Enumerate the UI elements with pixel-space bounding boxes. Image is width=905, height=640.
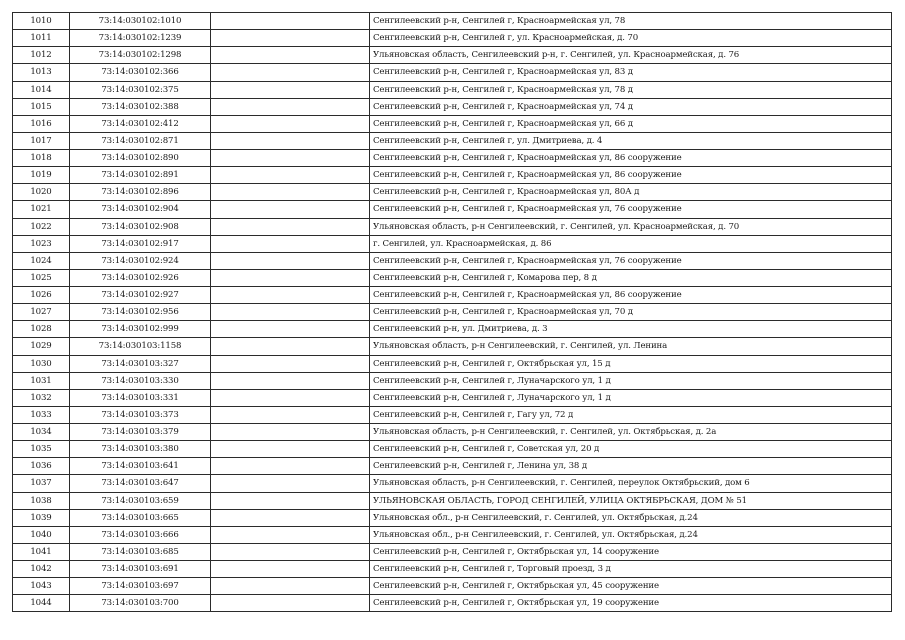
address-cell: Ульяновская область, р-н Сенгилеевский, г. Сенгилей, ул. Красноармейская, д. 70 xyxy=(370,218,892,235)
cadastral-number-cell: 73:14:030102:926 xyxy=(70,269,211,286)
address-cell: Сенгилеевский р-н, Сенгилей г, Октябрьская ул, 15 д xyxy=(370,355,892,372)
empty-cell xyxy=(211,441,370,458)
empty-cell xyxy=(211,98,370,115)
cadastral-number-cell: 73:14:030102:896 xyxy=(70,184,211,201)
address-cell: Сенгилеевский р-н, Сенгилей г, Советская ул, 20 д xyxy=(370,441,892,458)
address-cell: Сенгилеевский р-н, Сенгилей г, Красноармейская ул, 78 д xyxy=(370,81,892,98)
cadastral-number-cell: 73:14:030103:647 xyxy=(70,475,211,492)
address-cell: Сенгилеевский р-н, Сенгилей г, Красноармейская ул, 86 сооружение xyxy=(370,167,892,184)
cadastral-number-cell: 73:14:030103:666 xyxy=(70,526,211,543)
table-row xyxy=(13,526,892,543)
table-row xyxy=(13,47,892,64)
address-cell: Сенгилеевский р-н, Сенгилей г, Комарова пер, 8 д xyxy=(370,269,892,286)
empty-cell xyxy=(211,81,370,98)
cadastral-number-cell: 73:14:030103:659 xyxy=(70,492,211,509)
row-number-cell: 1020 xyxy=(13,184,70,201)
address-cell: Ульяновская область, Сенгилеевский р-н, г. Сенгилей, ул. Красноармейская, д. 76 xyxy=(370,47,892,64)
cadastral-number-cell: 73:14:030102:871 xyxy=(70,132,211,149)
table-row xyxy=(13,372,892,389)
row-number-cell: 1031 xyxy=(13,372,70,389)
cadastral-number-cell: 73:14:030103:697 xyxy=(70,578,211,595)
empty-cell xyxy=(211,509,370,526)
cadastral-number-cell: 73:14:030103:641 xyxy=(70,458,211,475)
row-number-cell: 1029 xyxy=(13,338,70,355)
table-row xyxy=(13,458,892,475)
table-row xyxy=(13,269,892,286)
table-row xyxy=(13,406,892,423)
table-row xyxy=(13,492,892,509)
cadastral-number-cell: 73:14:030103:373 xyxy=(70,406,211,423)
cadastral-number-cell: 73:14:030102:1298 xyxy=(70,47,211,64)
row-number-cell: 1036 xyxy=(13,458,70,475)
row-number-cell: 1041 xyxy=(13,543,70,560)
empty-cell xyxy=(211,526,370,543)
row-number-cell: 1037 xyxy=(13,475,70,492)
cadastral-number-cell: 73:14:030103:379 xyxy=(70,424,211,441)
row-number-cell: 1035 xyxy=(13,441,70,458)
address-cell: г. Сенгилей, ул. Красноармейская, д. 86 xyxy=(370,235,892,252)
table-row xyxy=(13,81,892,98)
cadastral-number-cell: 73:14:030102:917 xyxy=(70,235,211,252)
empty-cell xyxy=(211,115,370,132)
row-number-cell: 1026 xyxy=(13,287,70,304)
table-row xyxy=(13,218,892,235)
address-cell: Сенгилеевский р-н, Сенгилей г, Красноармейская ул, 86 сооружение xyxy=(370,287,892,304)
address-cell: УЛЬЯНОВСКАЯ ОБЛАСТЬ, ГОРОД СЕНГИЛЕЙ, УЛИЦА ОКТЯБРЬСКАЯ, ДОМ № 51 xyxy=(370,492,892,509)
address-cell: Ульяновская область, р-н Сенгилеевский, г. Сенгилей, ул. Октябрьская, д. 2а xyxy=(370,424,892,441)
table-row xyxy=(13,389,892,406)
empty-cell xyxy=(211,561,370,578)
row-number-cell: 1032 xyxy=(13,389,70,406)
table-row xyxy=(13,64,892,81)
cadastral-number-cell: 73:14:030103:331 xyxy=(70,389,211,406)
table-row xyxy=(13,509,892,526)
table-row xyxy=(13,98,892,115)
address-cell: Сенгилеевский р-н, Сенгилей г, Октябрьская ул, 19 сооружение xyxy=(370,595,892,612)
cadastral-number-cell: 73:14:030102:956 xyxy=(70,304,211,321)
empty-cell xyxy=(211,475,370,492)
table-row xyxy=(13,424,892,441)
table-row xyxy=(13,184,892,201)
empty-cell xyxy=(211,458,370,475)
table-row xyxy=(13,252,892,269)
address-cell: Сенгилеевский р-н, Сенгилей г, Красноармейская ул, 76 сооружение xyxy=(370,252,892,269)
table-row xyxy=(13,150,892,167)
table-row xyxy=(13,561,892,578)
row-number-cell: 1030 xyxy=(13,355,70,372)
empty-cell xyxy=(211,595,370,612)
empty-cell xyxy=(211,167,370,184)
row-number-cell: 1021 xyxy=(13,201,70,218)
address-cell: Сенгилеевский р-н, ул. Дмитриева, д. 3 xyxy=(370,321,892,338)
address-cell: Сенгилеевский р-н, Сенгилей г, Красноармейская ул, 83 д xyxy=(370,64,892,81)
empty-cell xyxy=(211,235,370,252)
cadastral-number-cell: 73:14:030102:375 xyxy=(70,81,211,98)
cadastral-number-cell: 73:14:030102:890 xyxy=(70,150,211,167)
address-cell: Сенгилеевский р-н, Сенгилей г, Красноармейская ул, 78 xyxy=(370,13,892,30)
row-number-cell: 1019 xyxy=(13,167,70,184)
table-row xyxy=(13,321,892,338)
address-cell: Ульяновская область, р-н Сенгилеевский, г. Сенгилей, переулок Октябрьский, дом 6 xyxy=(370,475,892,492)
row-number-cell: 1011 xyxy=(13,30,70,47)
cadastral-number-cell: 73:14:030103:327 xyxy=(70,355,211,372)
address-cell: Сенгилеевский р-н, Сенгилей г, Гагу ул, 72 д xyxy=(370,406,892,423)
row-number-cell: 1042 xyxy=(13,561,70,578)
row-number-cell: 1038 xyxy=(13,492,70,509)
table-row xyxy=(13,595,892,612)
empty-cell xyxy=(211,338,370,355)
row-number-cell: 1028 xyxy=(13,321,70,338)
table-row xyxy=(13,578,892,595)
row-number-cell: 1012 xyxy=(13,47,70,64)
address-cell: Сенгилеевский р-н, Сенгилей г, Красноармейская ул, 86 сооружение xyxy=(370,150,892,167)
table-row xyxy=(13,338,892,355)
row-number-cell: 1017 xyxy=(13,132,70,149)
address-cell: Сенгилеевский р-н, Сенгилей г, Луначарского ул, 1 д xyxy=(370,372,892,389)
table-row xyxy=(13,30,892,47)
cadastral-number-cell: 73:14:030102:891 xyxy=(70,167,211,184)
row-number-cell: 1040 xyxy=(13,526,70,543)
table-row xyxy=(13,441,892,458)
table-row xyxy=(13,475,892,492)
table-row xyxy=(13,201,892,218)
empty-cell xyxy=(211,372,370,389)
empty-cell xyxy=(211,150,370,167)
property-registry-table xyxy=(12,12,892,612)
empty-cell xyxy=(211,132,370,149)
empty-cell xyxy=(211,201,370,218)
row-number-cell: 1044 xyxy=(13,595,70,612)
cadastral-number-cell: 73:14:030103:330 xyxy=(70,372,211,389)
row-number-cell: 1033 xyxy=(13,406,70,423)
address-cell: Сенгилеевский р-н, Сенгилей г, Красноармейская ул, 80А д xyxy=(370,184,892,201)
empty-cell xyxy=(211,424,370,441)
empty-cell xyxy=(211,304,370,321)
cadastral-number-cell: 73:14:030102:412 xyxy=(70,115,211,132)
cadastral-number-cell: 73:14:030103:685 xyxy=(70,543,211,560)
empty-cell xyxy=(211,355,370,372)
table-row xyxy=(13,235,892,252)
empty-cell xyxy=(211,47,370,64)
row-number-cell: 1010 xyxy=(13,13,70,30)
registry-table-body xyxy=(13,13,892,612)
address-cell: Сенгилеевский р-н, Сенгилей г, Ленина ул, 38 д xyxy=(370,458,892,475)
row-number-cell: 1024 xyxy=(13,252,70,269)
table-row xyxy=(13,287,892,304)
empty-cell xyxy=(211,543,370,560)
row-number-cell: 1039 xyxy=(13,509,70,526)
row-number-cell: 1015 xyxy=(13,98,70,115)
address-cell: Сенгилеевский р-н, Сенгилей г, ул. Дмитриева, д. 4 xyxy=(370,132,892,149)
address-cell: Сенгилеевский р-н, Сенгилей г, Луначарского ул, 1 д xyxy=(370,389,892,406)
table-row xyxy=(13,132,892,149)
cadastral-number-cell: 73:14:030102:366 xyxy=(70,64,211,81)
cadastral-number-cell: 73:14:030102:924 xyxy=(70,252,211,269)
cadastral-number-cell: 73:14:030103:665 xyxy=(70,509,211,526)
row-number-cell: 1014 xyxy=(13,81,70,98)
row-number-cell: 1018 xyxy=(13,150,70,167)
table-row xyxy=(13,167,892,184)
row-number-cell: 1034 xyxy=(13,424,70,441)
cadastral-number-cell: 73:14:030103:380 xyxy=(70,441,211,458)
cadastral-number-cell: 73:14:030103:1158 xyxy=(70,338,211,355)
empty-cell xyxy=(211,389,370,406)
empty-cell xyxy=(211,406,370,423)
row-number-cell: 1022 xyxy=(13,218,70,235)
address-cell: Сенгилеевский р-н, Сенгилей г, Торговый проезд, 3 д xyxy=(370,561,892,578)
empty-cell xyxy=(211,252,370,269)
address-cell: Ульяновская обл., р-н Сенгилеевский, г. Сенгилей, ул. Октябрьская, д.24 xyxy=(370,526,892,543)
empty-cell xyxy=(211,30,370,47)
empty-cell xyxy=(211,13,370,30)
cadastral-number-cell: 73:14:030102:1010 xyxy=(70,13,211,30)
empty-cell xyxy=(211,184,370,201)
cadastral-number-cell: 73:14:030102:927 xyxy=(70,287,211,304)
empty-cell xyxy=(211,287,370,304)
cadastral-number-cell: 73:14:030103:691 xyxy=(70,561,211,578)
address-cell: Сенгилеевский р-н, Сенгилей г, Октябрьская ул, 14 сооружение xyxy=(370,543,892,560)
row-number-cell: 1027 xyxy=(13,304,70,321)
empty-cell xyxy=(211,269,370,286)
row-number-cell: 1043 xyxy=(13,578,70,595)
table-row xyxy=(13,304,892,321)
cadastral-number-cell: 73:14:030103:700 xyxy=(70,595,211,612)
row-number-cell: 1023 xyxy=(13,235,70,252)
cadastral-number-cell: 73:14:030102:999 xyxy=(70,321,211,338)
empty-cell xyxy=(211,321,370,338)
table-row xyxy=(13,355,892,372)
table-row xyxy=(13,13,892,30)
address-cell: Сенгилеевский р-н, Сенгилей г, Красноармейская ул, 66 д xyxy=(370,115,892,132)
address-cell: Сенгилеевский р-н, Сенгилей г, Октябрьская ул, 45 сооружение xyxy=(370,578,892,595)
table-row xyxy=(13,543,892,560)
table-row xyxy=(13,115,892,132)
address-cell: Сенгилеевский р-н, Сенгилей г, Красноармейская ул, 74 д xyxy=(370,98,892,115)
empty-cell xyxy=(211,64,370,81)
row-number-cell: 1016 xyxy=(13,115,70,132)
address-cell: Ульяновская обл., р-н Сенгилеевский, г. Сенгилей, ул. Октябрьская, д.24 xyxy=(370,509,892,526)
address-cell: Сенгилеевский р-н, Сенгилей г, Красноармейская ул, 76 сооружение xyxy=(370,201,892,218)
cadastral-number-cell: 73:14:030102:388 xyxy=(70,98,211,115)
row-number-cell: 1013 xyxy=(13,64,70,81)
cadastral-number-cell: 73:14:030102:1239 xyxy=(70,30,211,47)
address-cell: Сенгилеевский р-н, Сенгилей г, Красноармейская ул, 70 д xyxy=(370,304,892,321)
address-cell: Ульяновская область, р-н Сенгилеевский, г. Сенгилей, ул. Ленина xyxy=(370,338,892,355)
empty-cell xyxy=(211,218,370,235)
cadastral-number-cell: 73:14:030102:904 xyxy=(70,201,211,218)
empty-cell xyxy=(211,578,370,595)
row-number-cell: 1025 xyxy=(13,269,70,286)
empty-cell xyxy=(211,492,370,509)
cadastral-number-cell: 73:14:030102:908 xyxy=(70,218,211,235)
address-cell: Сенгилеевский р-н, Сенгилей г, ул. Красноармейская, д. 70 xyxy=(370,30,892,47)
